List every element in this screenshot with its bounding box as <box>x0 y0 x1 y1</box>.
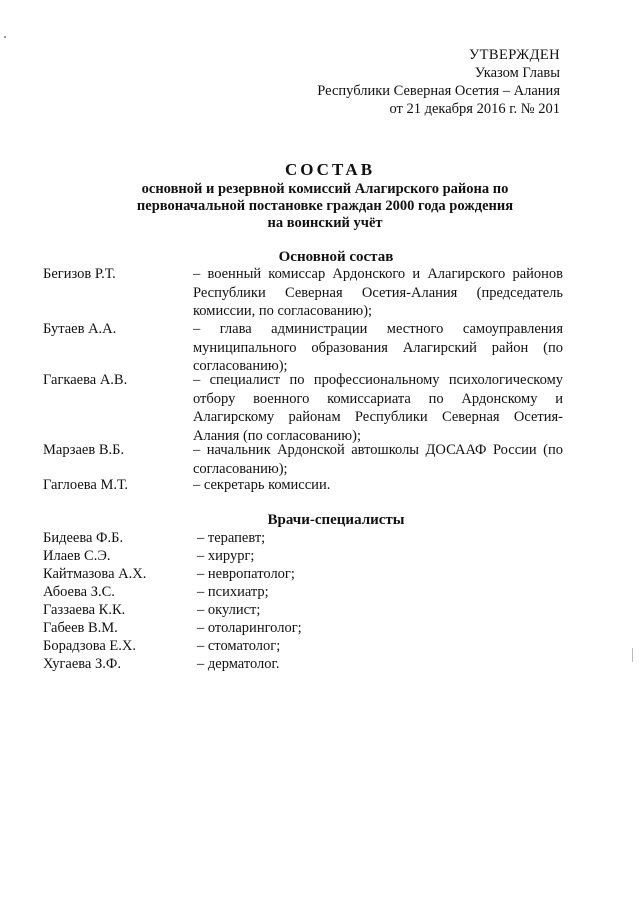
doctor-row <box>43 619 302 637</box>
doctor-specialty: – психиатр; <box>197 584 269 600</box>
doctor-name: Габеев В.М. <box>43 620 118 636</box>
doctor-specialty: – окулист; <box>197 602 261 618</box>
approval-stamp <box>317 46 560 118</box>
main-section-heading: Основной состав <box>278 249 394 265</box>
member-name: Бутаев А.А. <box>43 321 117 337</box>
scan-speck <box>632 648 633 662</box>
doctor-row <box>43 565 295 583</box>
doctor-specialty: – стоматолог; <box>197 638 281 654</box>
approval-date: от 21 декабря 2016 г. № 201 <box>389 101 560 117</box>
doctor-row <box>43 637 280 655</box>
member-role: – глава администрации местного самоуправления муниципального образования Алагирский район (по согласованию); <box>193 321 563 374</box>
doctor-name: Бидеева Ф.Б. <box>43 530 124 546</box>
doctor-name: Кайтмазова А.Х. <box>43 566 147 582</box>
doctors-section-heading: Врачи-специалисты <box>267 512 405 528</box>
scan-speck <box>4 36 6 38</box>
document-subtitle-line-1: основной и резервной комиссий Алагирского района по <box>141 181 509 197</box>
member-name: Бегизов Р.Т. <box>43 266 116 282</box>
member-name: Гаглоева М.Т. <box>43 477 129 493</box>
doctor-name: Илаев С.Э. <box>43 548 111 564</box>
doctor-row <box>43 583 269 601</box>
doctor-name: Абоева З.С. <box>43 584 115 600</box>
doctor-specialty: – дерматолог. <box>197 656 280 672</box>
document-title: СОСТАВ <box>284 160 376 179</box>
doctor-row <box>43 601 260 619</box>
member-row <box>43 320 563 376</box>
doctor-specialty: – хирург; <box>197 548 255 564</box>
member-row <box>43 265 563 321</box>
approval-republic: Республики Северная Осетия – Алания <box>317 83 560 99</box>
doctor-name: Газзаева К.К. <box>43 602 126 618</box>
doctor-row <box>43 529 265 547</box>
member-role: – начальник Ардонской автошколы ДОСААФ России (по согласованию); <box>193 442 563 477</box>
doctor-name: Борадзова Е.Х. <box>43 638 137 654</box>
member-row <box>43 476 563 495</box>
member-name: Марзаев В.Б. <box>43 442 125 458</box>
approval-decree: Указом Главы <box>474 65 560 81</box>
member-role: – секретарь комиссии. <box>193 477 331 493</box>
member-role: – военный комиссар Ардонского и Алагирского районов Республики Северная Осетия-Алания (председатель комиссии, по согласованию); <box>193 266 563 319</box>
doctor-specialty: – невропатолог; <box>197 566 295 582</box>
document-subtitle-line-3: на воинский учёт <box>267 215 383 231</box>
member-row <box>43 441 563 478</box>
approval-title: УТВЕРЖДЕН <box>468 47 560 63</box>
doctor-row <box>43 655 279 673</box>
doctor-row <box>43 547 254 565</box>
member-role: – специалист по профессиональному психологическому отбору военного комиссариата по Ардонскому и Алагирскому районам Республики Северная Осетия-Алания (по согласованию); <box>193 372 563 444</box>
document-subtitle-line-2: первоначальной постановке граждан 2000 года рождения <box>136 198 514 214</box>
doctor-specialty: – терапевт; <box>197 530 266 546</box>
doctor-specialty: – отоларинголог; <box>197 620 302 636</box>
member-row <box>43 371 563 445</box>
doctor-name: Хугаева З.Ф. <box>43 656 121 672</box>
member-name: Гагкаева А.В. <box>43 372 128 388</box>
document-header <box>0 159 640 232</box>
